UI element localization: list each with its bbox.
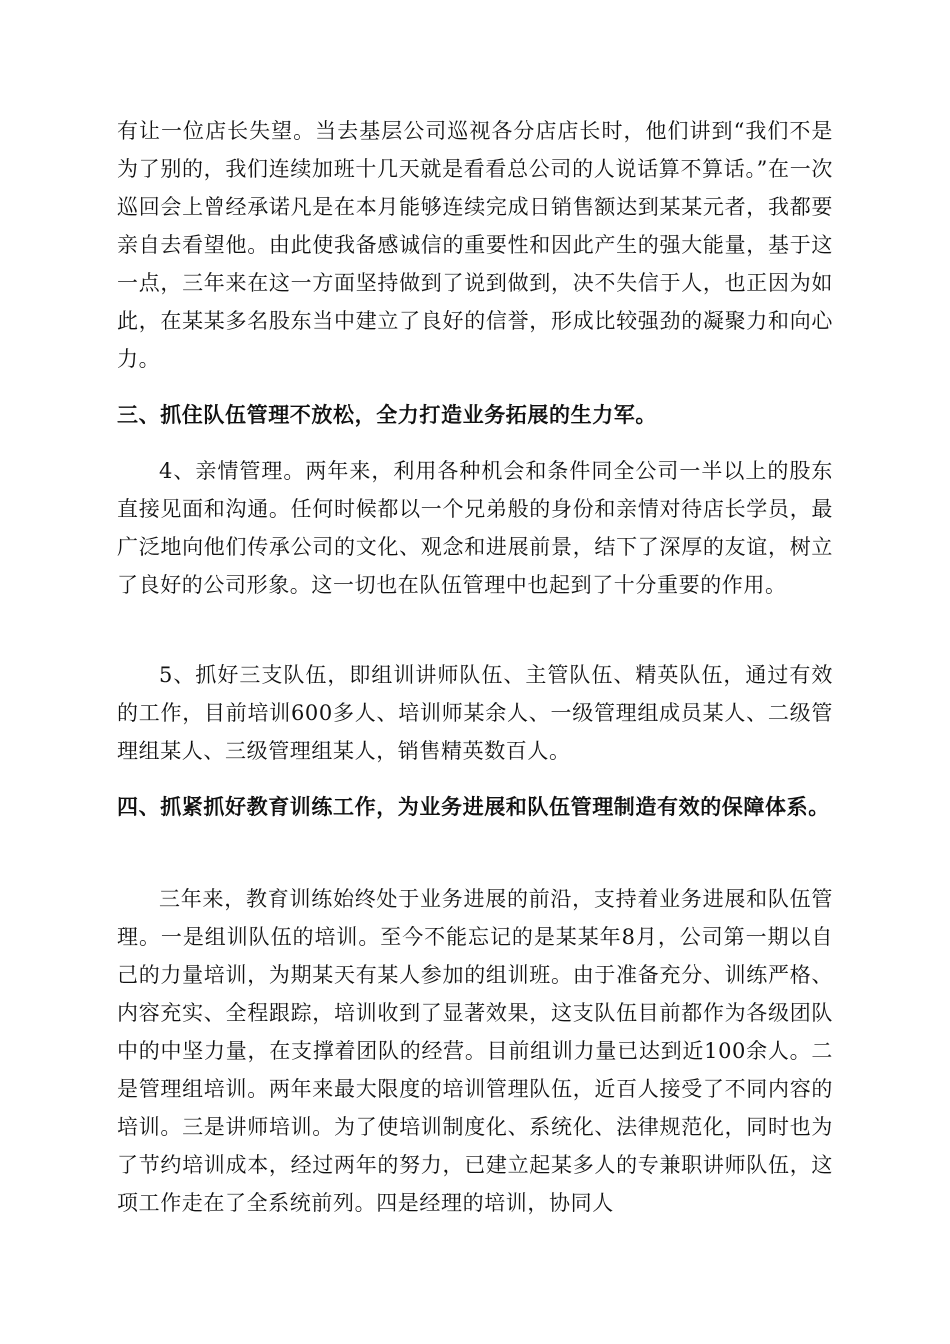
body-paragraph: 4、亲情管理。两年来，利用各种机会和条件同全公司一半以上的股东直接见面和沟通。任何时候都以一个兄弟般的身份和亲情对待店长学员，最广泛地向他们传承公司的文化、观念和进展前景，结下了深厚的友谊，树立了良好的公司形象。这一切也在队伍管理中也起到了十分重要的作用。: [117, 459, 833, 597]
body-paragraph: 5、抓好三支队伍，即组训讲师队伍、主管队伍、精英队伍，通过有效的工作，目前培训600多人、培训师某余人、一级管理组成员某人、二级管理组某人、三级管理组某人，销售精英数百人。: [117, 663, 833, 763]
section-heading-four: [117, 788, 833, 826]
paragraph-continuation: [117, 112, 833, 378]
section-heading: 三、抓住队伍管理不放松，全力打造业务拓展的生力军。: [117, 402, 657, 427]
body-paragraph: 三年来，教育训练始终处于业务进展的前沿，支持着业务进展和队伍管理。一是组训队伍的培训。至今不能忘记的是某某年8月，公司第一期以自己的力量培训，为期某天有某人参加的组训班。由于准备充分、训练严格、内容充实、全程跟踪，培训收到了显著效果，这支队伍目前都作为各级团队中的中坚力量，在支撑着团队的经营。目前组训力量已达到近100余人。二是管理组培训。两年来最大限度的培训管理队伍，近百人接受了不同内容的培训。三是讲师培训。为了使培训制度化、系统化、法律规范化，同时也为了节约培训成本，经过两年的努力，已建立起某多人的专兼职讲师队伍，这项工作走在了全系统前列。四是经理的培训，协同人: [117, 887, 833, 1215]
paragraph-item-four: [117, 452, 833, 604]
paragraph-item-five: [117, 656, 833, 770]
section-heading-three: [117, 396, 833, 434]
section-heading: 四、抓紧抓好教育训练工作，为业务进展和队伍管理制造有效的保障体系。: [117, 794, 830, 819]
paragraph-training: [117, 880, 833, 1222]
body-paragraph: 有让一位店长失望。当去基层公司巡视各分店店长时，他们讲到“我们不是为了别的，我们连续加班十几天就是看看总公司的人说话算不算话。”在一次巡回会上曾经承诺凡是在本月能够连续完成日销售额达到某某元者，我都要亲自去看望他。由此使我备感诚信的重要性和因此产生的强大能量，基于这一点，三年来在这一方面坚持做到了说到做到，决不失信于人，也正因为如此，在某某多名股东当中建立了良好的信誉，形成比较强劲的凝聚力和向心力。: [117, 119, 833, 371]
